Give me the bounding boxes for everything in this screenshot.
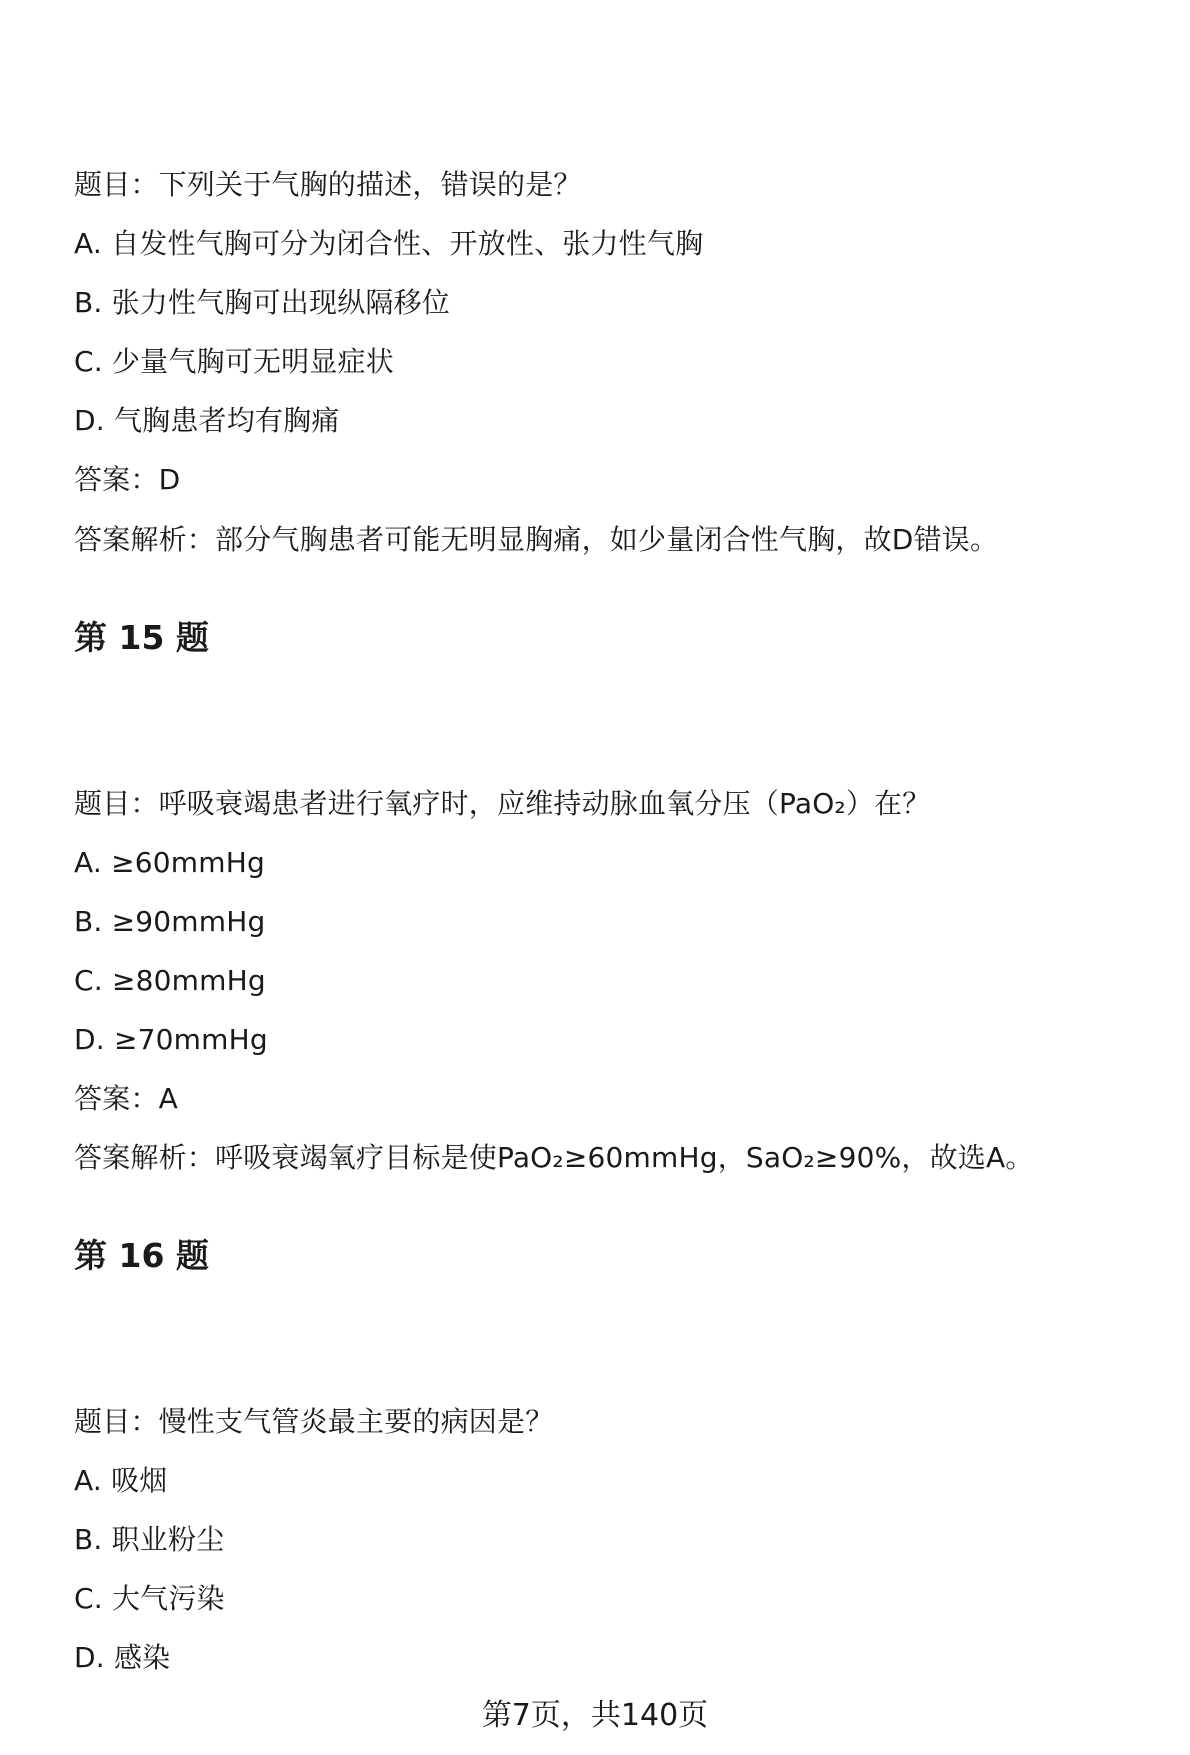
q16-option-c: C. 大气污染 [74,1582,225,1615]
page-number-footer: 第7页，共140页 [481,1698,709,1733]
q14-option-a: A. 自发性气胸可分为闭合性、开放性、张力性气胸 [74,227,704,260]
q15-question: 题目：呼吸衰竭患者进行氧疗时，应维持动脉血氧分压（PaO₂）在？ [74,787,931,820]
q16-option-a: A. 吸烟 [74,1464,168,1497]
q16-option-d: D. 感染 [74,1641,171,1674]
q16-question: 题目：慢性支气管炎最主要的病因是？ [74,1405,554,1438]
q16-option-b: B. 职业粉尘 [74,1523,225,1556]
q14-option-b: B. 张力性气胸可出现纵隔移位 [74,286,451,319]
q15-explanation: 答案解析：呼吸衰竭氧疗目标是使PaO₂≥60mmHg，SaO₂≥90%，故选A。 [74,1141,1034,1174]
q14-explanation: 答案解析：部分气胸患者可能无明显胸痛，如少量闭合性气胸，故D错误。 [74,523,999,556]
q14-question: 题目：下列关于气胸的描述，错误的是？ [74,168,582,201]
q14-option-c: C. 少量气胸可无明显症状 [74,345,394,378]
q14-option-d: D. 气胸患者均有胸痛 [74,404,340,437]
q16-heading: 第 16 题 [74,1236,209,1275]
q15-option-a: A. ≥60mmHg [74,846,265,879]
q15-option-d: D. ≥70mmHg [74,1023,268,1056]
q15-option-c: C. ≥80mmHg [74,964,266,997]
q15-option-b: B. ≥90mmHg [74,905,266,938]
q14-answer: 答案：D [74,463,181,496]
q15-answer: 答案：A [74,1082,178,1115]
q15-heading: 第 15 题 [74,618,209,657]
